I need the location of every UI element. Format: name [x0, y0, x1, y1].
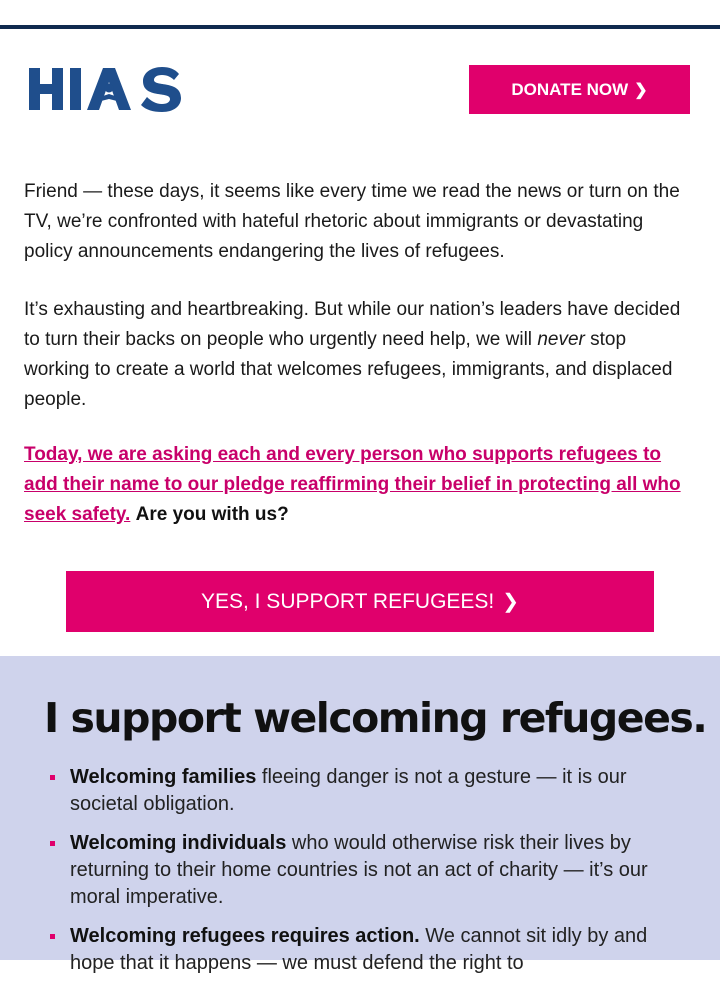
second-paragraph-start: It’s exhausting and heartbreaking. But while our nation’s leaders have decided to turn their backs on people who urgently need help, we will: [24, 299, 681, 350]
pledge-item-text: We cannot sit idly by and hope that it happens — we must defend the right to: [70, 925, 648, 974]
pledge-item-bold: Welcoming individuals: [70, 832, 287, 854]
bullet-icon: [50, 934, 55, 939]
pledge-list: [48, 764, 688, 989]
chevron-right-icon: ❯: [502, 591, 520, 613]
top-rule: [0, 25, 720, 29]
hias-logo[interactable]: [29, 66, 181, 112]
are-you-with-us: Are you with us?: [135, 504, 289, 525]
pledge-heading: I support welcoming refugees.: [44, 694, 707, 742]
pledge-panel[interactable]: [0, 656, 720, 974]
pledge-item: [48, 923, 688, 977]
bullet-icon: [50, 841, 55, 846]
pledge-item-text: fleeing danger is not a gesture — it is our societal obligation.: [70, 766, 627, 815]
second-paragraph-end: stop working to create a world that welcomes refugees, immigrants, and displaced people.: [24, 329, 673, 410]
chevron-right-icon: ❯: [634, 81, 648, 99]
donate-now-button[interactable]: [469, 65, 690, 114]
pledge-item-bold: Welcoming refugees requires action.: [70, 925, 420, 947]
pledge-link[interactable]: Today, we are asking each and every person who supports refugees to add their name to our pledge reaffirming their belief in protecting all who seek safety.: [24, 444, 681, 525]
bullet-icon: [50, 775, 55, 780]
pledge-item: [48, 764, 688, 818]
support-button-label: YES, I SUPPORT REFUGEES!: [200, 589, 495, 613]
second-paragraph: [24, 295, 696, 415]
pledge-ask-paragraph: [24, 440, 696, 530]
donate-button-label: DONATE NOW: [511, 79, 629, 99]
pledge-item-text: who would otherwise risk their lives by returning to their home countries is not an act of charity — it’s our moral imperative.: [70, 832, 648, 908]
support-refugees-button[interactable]: [66, 571, 654, 632]
emphasis-never: never: [537, 329, 585, 350]
pledge-item-bold: Welcoming families: [70, 766, 257, 788]
pledge-item: [48, 830, 688, 911]
intro-paragraph: Friend — these days, it seems like every time we read the news or turn on the TV, we’re confronted with hateful rhetoric about immigrants or devastating policy announcements endangering the lives of refugees.: [24, 181, 680, 262]
